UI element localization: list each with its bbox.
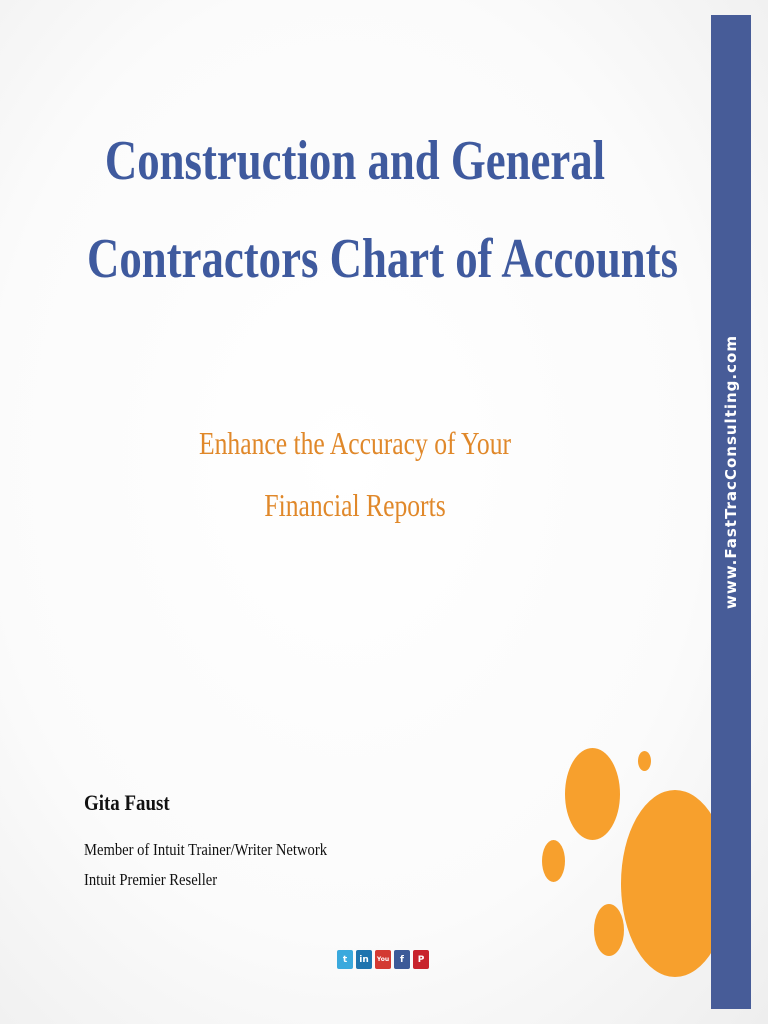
- slide-subtitle: [71, 412, 639, 536]
- twitter-icon[interactable]: t: [337, 950, 353, 969]
- slide-title: [87, 112, 679, 308]
- subtitle-line-1: Enhance the Accuracy of Your: [198, 425, 512, 461]
- author-name: Gita Faust: [84, 790, 170, 815]
- website-url[interactable]: www.FastTracConsulting.com: [722, 335, 740, 609]
- decor-circle: [565, 748, 620, 840]
- author-role-1: Member of Intuit Trainer/Writer Network: [84, 840, 328, 859]
- subtitle-line-2: Financial Reports: [264, 487, 446, 523]
- youtube-icon[interactable]: You: [375, 950, 391, 969]
- facebook-icon[interactable]: f: [394, 950, 410, 969]
- decor-circle: [638, 751, 651, 771]
- decor-circle: [542, 840, 565, 882]
- pinterest-icon[interactable]: P: [413, 950, 429, 969]
- decor-circle: [594, 904, 624, 956]
- author-role-2: Intuit Premier Reseller: [84, 870, 218, 889]
- title-line-2: Contractors Chart of Accounts: [87, 228, 679, 290]
- linkedin-icon[interactable]: in: [356, 950, 372, 969]
- social-icons: [337, 950, 429, 969]
- title-line-1: Construction and General: [104, 130, 606, 192]
